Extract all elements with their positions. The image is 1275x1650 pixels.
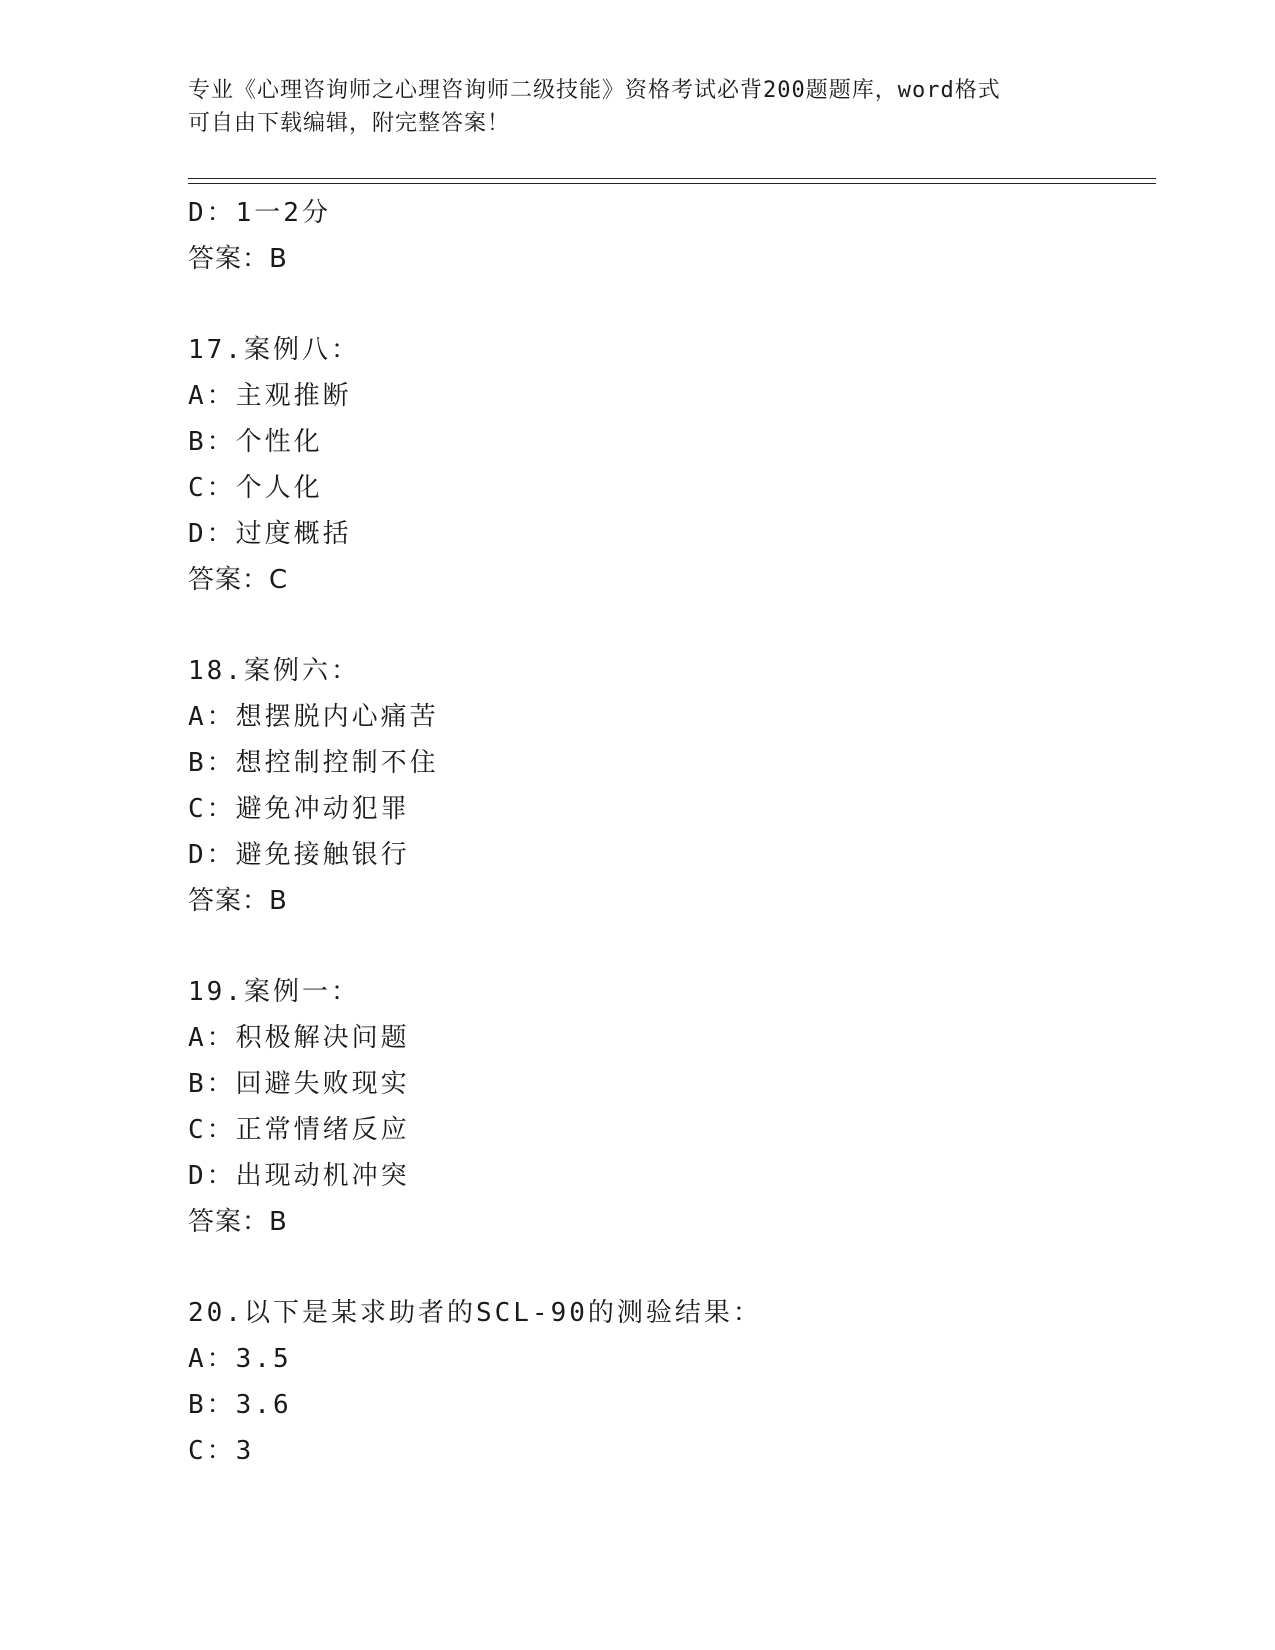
question-20 bbox=[188, 1290, 1156, 1474]
question-title: 18.案例六： bbox=[188, 656, 360, 686]
spacer bbox=[188, 603, 1156, 648]
question-title: 17.案例八： bbox=[188, 335, 360, 365]
answer: 答案：B bbox=[188, 1207, 288, 1237]
option-c: C：个人化 bbox=[188, 473, 323, 503]
option-c: C：正常情绪反应 bbox=[188, 1115, 410, 1145]
option-d: D：避免接触银行 bbox=[188, 840, 410, 870]
option-b: B：回避失败现实 bbox=[188, 1069, 410, 1099]
spacer bbox=[188, 1245, 1156, 1290]
option-a: A：主观推断 bbox=[188, 381, 352, 411]
answer: 答案：B bbox=[188, 886, 288, 916]
option-c: C：避免冲动犯罪 bbox=[188, 794, 410, 824]
option-b: B：个性化 bbox=[188, 427, 323, 457]
document-header bbox=[188, 74, 1088, 140]
question-list bbox=[188, 190, 1156, 1474]
spacer bbox=[188, 282, 1156, 327]
question-18 bbox=[188, 648, 1156, 924]
spacer bbox=[188, 924, 1156, 969]
option-b: B：想控制控制不住 bbox=[188, 748, 439, 778]
question-title: 20.以下是某求助者的SCL-90的测验结果： bbox=[188, 1298, 762, 1328]
option-d: D：1一2分 bbox=[188, 198, 331, 228]
option-d: D：出现动机冲突 bbox=[188, 1161, 410, 1191]
option-d: D：过度概括 bbox=[188, 519, 352, 549]
header-rule-bottom bbox=[188, 183, 1156, 184]
answer: 答案：B bbox=[188, 244, 288, 274]
header-line-2: 可自由下载编辑，附完整答案！ bbox=[188, 111, 511, 136]
question-19 bbox=[188, 969, 1156, 1245]
answer: 答案：C bbox=[188, 565, 289, 595]
option-b: B：3.6 bbox=[188, 1390, 292, 1420]
question-title: 19.案例一： bbox=[188, 977, 360, 1007]
header-line-1: 专业《心理咨询师之心理咨询师二级技能》资格考试必背200题题库，word格式 bbox=[188, 78, 1001, 103]
question-17 bbox=[188, 327, 1156, 603]
option-a: A：积极解决问题 bbox=[188, 1023, 410, 1053]
option-a: A：想摆脱内心痛苦 bbox=[188, 702, 439, 732]
option-c: C：3 bbox=[188, 1436, 255, 1466]
header-rule-top bbox=[188, 178, 1156, 179]
option-a: A：3.5 bbox=[188, 1344, 292, 1374]
